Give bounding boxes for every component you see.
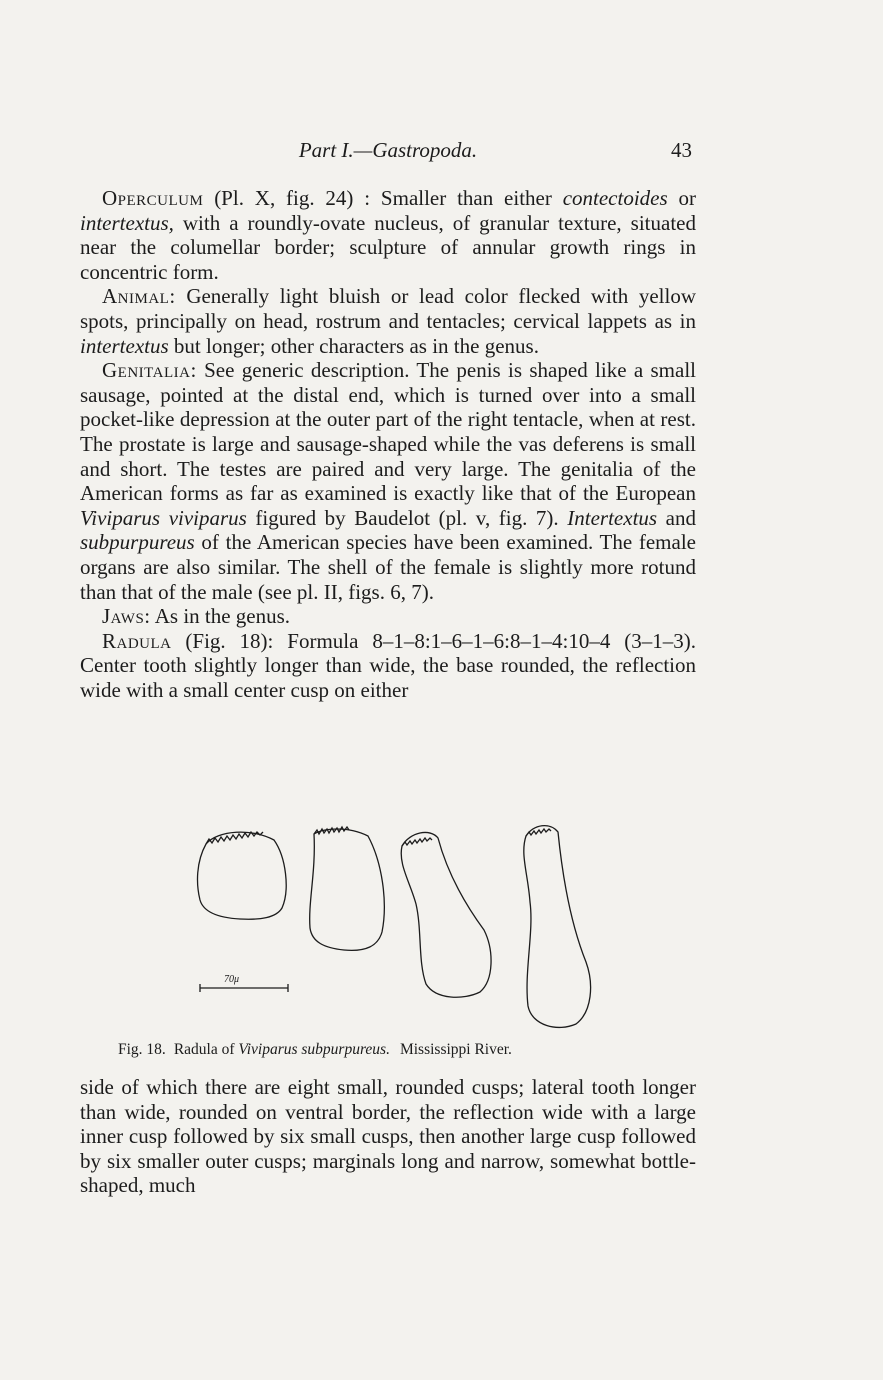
running-title: Part I.—Gastropoda. xyxy=(298,138,478,162)
page-number: 43 xyxy=(671,138,692,162)
figure-caption xyxy=(118,1041,678,1059)
main-text xyxy=(80,186,696,702)
radula-paragraph: Radula (Fig. 18): Formula 8–1–8:1–6–1–6:8–1–4:10–4 (3–1–3). Center tooth slightly longer than wide, the base rounded, the reflection wide with a small center cusp on either xyxy=(80,628,696,702)
outer-marginal-tooth xyxy=(524,826,591,1028)
caption-figure-number: Fig. 18. xyxy=(118,1041,166,1058)
outer-marginal-cusps xyxy=(526,829,551,836)
animal-heading: Animal: xyxy=(102,284,176,309)
caption-species: Viviparus subpurpureus. xyxy=(238,1041,390,1058)
lateral-tooth xyxy=(310,829,385,950)
operculum-heading: Operculum xyxy=(102,186,204,210)
genitalia-paragraph: Genitalia: See generic description. The penis is shaped like a small sausage, pointed at the distal end, which is turned over into a small pocket-like depression at the outer part of the right tentacle, when at rest. The prostate is large and sausage-shaped while the vas deferens is small and short. The testes are paired and very large. The genitalia of the American forms as far as examined is exactly like that of the European Viviparus viviparus figured by Baudelot (pl. v, fig. 7). Intertextus and subpurpureus of the American species have been examined. The female organs are also similar. The shell of the female is slightly more rotund than that of the male (see pl. II, figs. 6, 7). xyxy=(80,358,696,604)
genitalia-heading: Genitalia: xyxy=(102,358,197,383)
radula-teeth-drawing xyxy=(190,812,620,1034)
operculum-paragraph: Operculum (Pl. X, fig. 24) : Smaller than either contectoides or intertextus, with a roundly-ovate nucleus, of granular texture, situated near the columellar border; sculpture of annular growth rings in concentric form. xyxy=(80,186,696,284)
continuation-paragraph: side of which there are eight small, rounded cusps; lateral tooth longer than wide, rounded on ventral border, the reflection wide with a large inner cusp followed by six small cusps, then another large cusp followed by six smaller outer cusps; marginals long and narrow, somewhat bottle-shaped, much xyxy=(80,1075,696,1198)
jaws-heading: Jaws: xyxy=(102,604,151,629)
radula-heading: Radula xyxy=(102,628,172,653)
caption-location: Mississippi River. xyxy=(399,1041,512,1058)
continuation-text xyxy=(80,1075,696,1198)
caption-text: Radula of xyxy=(173,1041,239,1058)
page-header xyxy=(80,138,696,166)
jaws-paragraph: Jaws: As in the genus. xyxy=(102,604,291,629)
radula-figure xyxy=(190,812,620,1034)
animal-paragraph: Animal: Generally light bluish or lead color flecked with yellow spots, principally on head, rostrum and tentacles; cervical lappets as in intertextus but longer; other characters as in the genus. xyxy=(80,284,696,358)
center-tooth xyxy=(198,832,287,919)
lateral-tooth-cusps xyxy=(314,827,349,834)
inner-marginal-tooth xyxy=(401,832,491,997)
scale-bar xyxy=(200,984,288,992)
scale-label: 70μ xyxy=(224,974,240,985)
